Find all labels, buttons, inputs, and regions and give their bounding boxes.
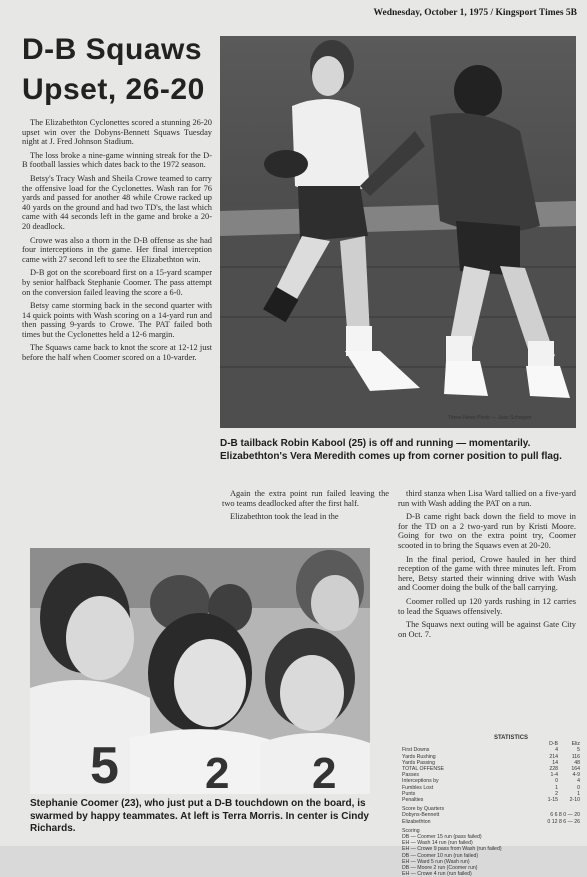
scoring-line: DB — Moore 2 run (Coomer run) (402, 865, 478, 872)
stats-cell: 5 (577, 747, 580, 754)
stats-cell: 14 (552, 759, 558, 766)
stats-row (402, 797, 580, 803)
article-column-3 (398, 489, 576, 643)
stats-cell: 164 (571, 766, 580, 773)
statistics-title: STATISTICS (493, 735, 529, 741)
article-paragraph: The Squaws next outing will be against Gate City on Oct. 7. (398, 620, 576, 639)
score-row (402, 819, 580, 825)
stats-cell: Penalties (402, 797, 424, 804)
score-by-quarters-title: Score by Quarters (402, 806, 445, 813)
stats-cell: Punts (402, 790, 416, 797)
headline (22, 30, 212, 110)
score-rows (402, 812, 580, 824)
stats-cell: 0 (555, 778, 558, 785)
article-paragraph: third stanza when Lisa Ward tallied on a five-yard run with Wash adding the PAT on a run. (398, 489, 576, 508)
stats-cell: Yards Passing (402, 759, 436, 766)
stats-cell: 4 (577, 778, 580, 785)
statistics-box (402, 735, 580, 877)
article-column-1 (22, 118, 212, 367)
article-paragraph: The Elizabethton Cyclonettes scored a stunning 26-20 upset win over the Dobyns-Bennett Squaws Tuesday night at J. Fred Johnson Stadium. (22, 118, 212, 147)
scoring-line: EH — Crowe 9 pass from Wash (run failed) (402, 846, 502, 853)
stats-cell: 116 (571, 753, 580, 760)
stats-cell: Fumbles Lost (402, 784, 434, 791)
stats-cell: 4 (555, 747, 558, 754)
jersey-number: 5 (90, 737, 119, 794)
scoring-line: DB — Coomer 15 run (pass failed) (402, 834, 482, 841)
stats-cell: 1-4 (550, 772, 558, 779)
stats-cell: Yards Rushing (402, 753, 436, 760)
stats-cell: 2-10 (569, 797, 580, 804)
football-action-photo (220, 36, 576, 428)
article-paragraph: Betsy came storming back in the second quarter with 14 quick points with Wash scoring on a 14-yard run and then passing 9-yards to Crowe. The PAT failed both times but the Cyclonettes held a 12-6 margin. (22, 301, 212, 339)
stats-cell: 1-15 (547, 797, 558, 804)
stats-cell: TOTAL OFFENSE (402, 766, 444, 773)
article-paragraph: Coomer rolled up 120 yards rushing in 12 carries to lead the Squaws offensively. (398, 596, 576, 616)
article-paragraph: The Squaws came back to knot the score at 12-12 just before the half when Coomer scored on a 10-varder. (22, 343, 212, 363)
stats-header-cell: D-B (549, 741, 558, 748)
stats-cell: 1 (555, 784, 558, 791)
article-paragraph: Crowe was also a thorn in the D-B offense as she had four interceptions in the game. Her final interception came with 27 second left to see the Elizabethton win. (22, 235, 212, 264)
article-paragraph: The loss broke a nine-game winning streak for the D-B football lassies which dates back to the 1972 season. (22, 150, 212, 170)
photo-credit: Times-News Photo — Jean Schopper (448, 415, 532, 421)
score-cell: Elizabethton (402, 818, 431, 825)
scoring-line: EH — Wash 14 run (run failed) (402, 840, 473, 847)
headline-line-1: D-B Squaws (22, 33, 203, 66)
stats-cell: First Downs (402, 747, 430, 754)
score-cell: 6 6 8 0 — 20 (550, 812, 580, 819)
stats-cell: 1 (577, 790, 580, 797)
scoring-rows (402, 834, 580, 877)
stats-rows (402, 747, 580, 803)
top-photo-caption: D-B tailback Robin Kabool (25) is off and running — momentarily. Elizabethton's Vera Meredith comes up from corner position to pull flag. (220, 438, 562, 462)
stats-cell: 214 (549, 753, 558, 760)
article-paragraph: Betsy's Tracy Wash and Sheila Crowe teamed to carry the offensive load for the Cyclonettes. Wash ran for 76 yards and passed for another 48 while Crowe racked up 40 yards on the ground and had two TD's, the last which came with 44 seconds left in the game and broke a 20-20 deadlock. (22, 173, 212, 231)
article-paragraph: D-B came right back down the field to move in for the TD on a 2 two-yard run by Kristi Moore. Going for two on the extra point try, Coomer scooted in to bring the Squaws even at 20-20. (398, 512, 576, 550)
jersey-number: 2 (312, 749, 337, 794)
stats-cell: Interceptions by (402, 778, 439, 785)
jersey-number: 2 (205, 749, 230, 794)
stats-cell: 4-9 (572, 772, 580, 779)
score-cell: 0 12 8 6 — 26 (547, 818, 580, 825)
score-cell: Dobyns-Bennett (402, 812, 440, 819)
celebration-photo-image (30, 548, 370, 794)
bottom-photo-caption: Stephanie Coomer (23), who just put a D-B touchdown on the board, is swarmed by happy teammates. At left is Terra Morris. In center is Cindy Richards. (30, 798, 369, 834)
article-paragraph: In the final period, Crowe hauled in her third reception of the game with three minutes left. From here, Betsy started their winning drive with Wash and Coomer doing the bulk of the ball carrying. (398, 554, 576, 593)
scoring-line: EH — Crowe 4 run (run failed) (402, 871, 472, 877)
article-paragraph: D-B got on the scoreboard first on a 15-yard scamper by senior halfback Stephanie Coomer. The pass attempt on the conversion failed leaving the score a 6-0. (22, 268, 212, 297)
scoring-line: DB — Coomer 10 run (run failed) (402, 852, 479, 859)
headline-line-2: Upset, 26-20 (22, 73, 205, 106)
celebration-photo (30, 548, 370, 794)
football-action-photo-image (220, 36, 576, 428)
stats-cell: 228 (549, 766, 558, 773)
stats-cell: 48 (574, 759, 580, 766)
stats-cell: 2 (555, 790, 558, 797)
scoring-title: Scoring (402, 827, 420, 834)
article-column-2 (222, 489, 389, 526)
scoring-line: EH — Ward 5 run (Wash run) (402, 858, 470, 865)
stats-cell: Passes (402, 772, 420, 779)
stats-cell: 0 (577, 784, 580, 791)
stats-header-cell: Eliz (571, 741, 580, 748)
article-paragraph: Elizabethton took the lead in the (230, 512, 339, 522)
article-paragraph: Again the extra point run failed leaving the two teams deadlocked after the first half. (222, 489, 389, 508)
dateline: Wednesday, October 1, 1975 / Kingsport Times 5B (373, 8, 577, 18)
